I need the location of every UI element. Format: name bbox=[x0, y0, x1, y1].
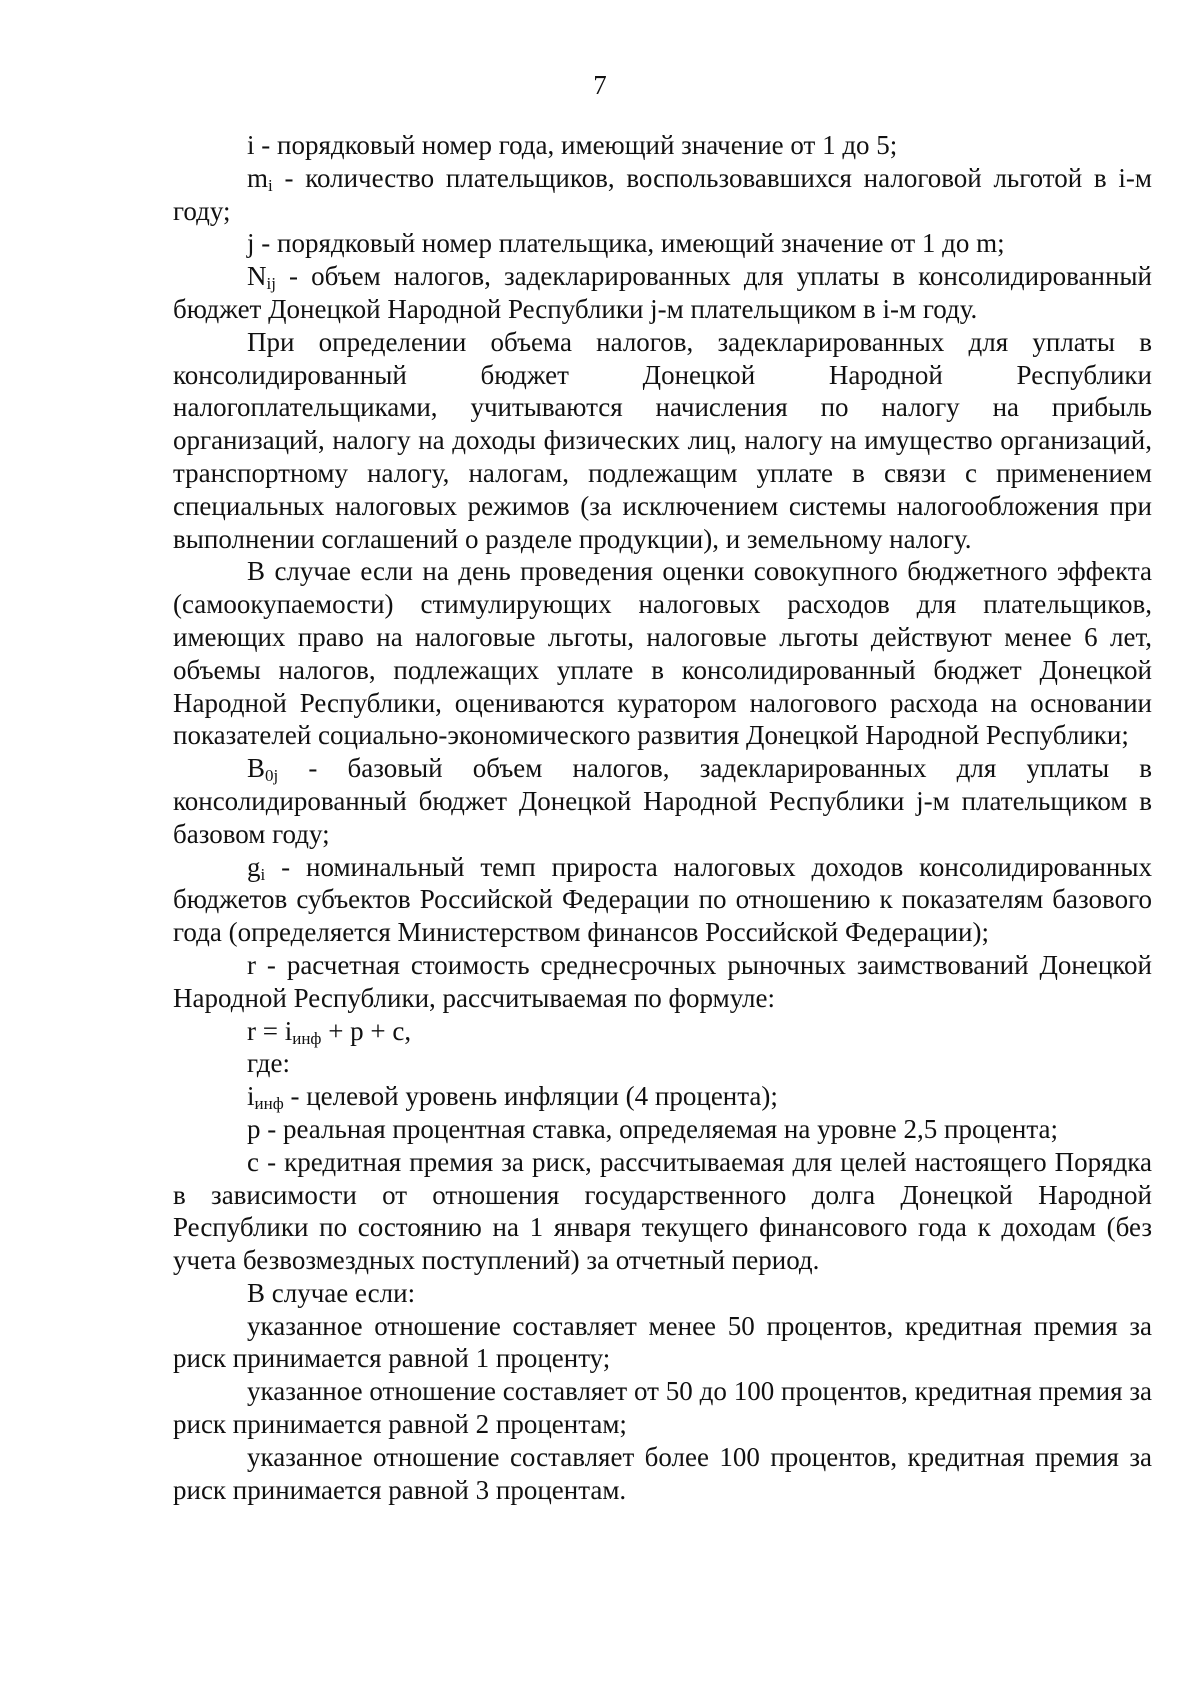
paragraph-gi-definition: $g_i$ - номинальный темп прироста налоговых доходов консолидированных бюджетов субъектов Российской Федерации по отношению к показателям базового года (определяется Министерством финансов Российской Федерации); bbox=[173, 851, 1152, 948]
paragraph-in-case: В случае если: bbox=[247, 1277, 416, 1308]
document-body bbox=[173, 129, 1152, 1506]
paragraph-j-definition: j - порядковый номер плательщика, имеющий значение от 1 до m; bbox=[247, 228, 1005, 259]
paragraph-r-formula: $r = i_{инф} + p + c$, bbox=[247, 1015, 412, 1048]
paragraph-premium-3: указанное отношение составляет более 100 процентов, кредитная премия за риск принимается равной 3 процентам. bbox=[173, 1441, 1152, 1505]
paragraph-i-definition: i - порядковый номер года, имеющий значение от 1 до 5; bbox=[247, 130, 898, 160]
paragraph-b0j-definition: $B_{0j}$ - базовый объем налогов, задекларированных для уплаты в консолидированный бюджет Донецкой Народной Республики j-м плательщиком в базовом году; bbox=[173, 753, 1152, 849]
paragraph-mi-definition: $m_i$ - количество плательщиков, воспользовавшихся налоговой льготой в i-м году; bbox=[173, 162, 1152, 226]
paragraph-nij-definition: $N_{ij}$ - объем налогов, задекларированных для уплаты в консолидированный бюджет Донецкой Народной Республики j-м плательщиком в i-м году. bbox=[173, 261, 1152, 324]
paragraph-r-definition: r - расчетная стоимость среднесрочных рыночных заимствований Донецкой Народной Республики, рассчитываемая по формуле: bbox=[173, 949, 1152, 1013]
paragraph-inflation-definition: $i_{инф}$ - целевой уровень инфляции (4 процента); bbox=[247, 1081, 778, 1114]
page-number: 7 bbox=[593, 70, 607, 100]
paragraph-premium-1: указанное отношение составляет менее 50 процентов, кредитная премия за риск принимается равной 1 проценту; bbox=[173, 1310, 1152, 1374]
paragraph-tax-volume-determination: При определении объема налогов, задекларированных для уплаты в консолидированный бюджет Донецкой Народной Республики налогоплательщиками, учитываются начисления по налогу на прибыль организаций, налогу на доходы физических лиц, налогу на имущество организаций, транспортному налогу, налогам, подлежащим уплате в связи с применением специальных налоговых режимов (за исключением системы налогообложения при выполнении соглашений о разделе продукции), и земельному налогу. bbox=[173, 326, 1152, 554]
paragraph-premium-2: указанное отношение составляет от 50 до 100 процентов, кредитная премия за риск принимается равной 2 процентам; bbox=[173, 1376, 1152, 1440]
paragraph-where: где: bbox=[247, 1048, 290, 1079]
paragraph-p-definition: p - реальная процентная ставка, определяемая на уровне 2,5 процента; bbox=[247, 1113, 1058, 1144]
paragraph-less-than-six-years: В случае если на день проведения оценки совокупного бюджетного эффекта (самоокупаемости) стимулирующих налоговых расходов для плательщиков, имеющих право на налоговые льготы, налоговые льготы действуют менее 6 лет, объемы налогов, подлежащих уплате в консолидированный бюджет Донецкой Народной Республики, оцениваются куратором налогового расхода на основании показателей социально-экономического развития Донецкой Народной Республики; bbox=[173, 556, 1152, 751]
paragraph-c-definition: c - кредитная премия за риск, рассчитываемая для целей настоящего Порядка в зависимости от отношения государственного долга Донецкой Народной Республики по состоянию на 1 января текущего финансового года к доходам (без учета безвозмездных поступлений) за отчетный период. bbox=[173, 1146, 1152, 1276]
